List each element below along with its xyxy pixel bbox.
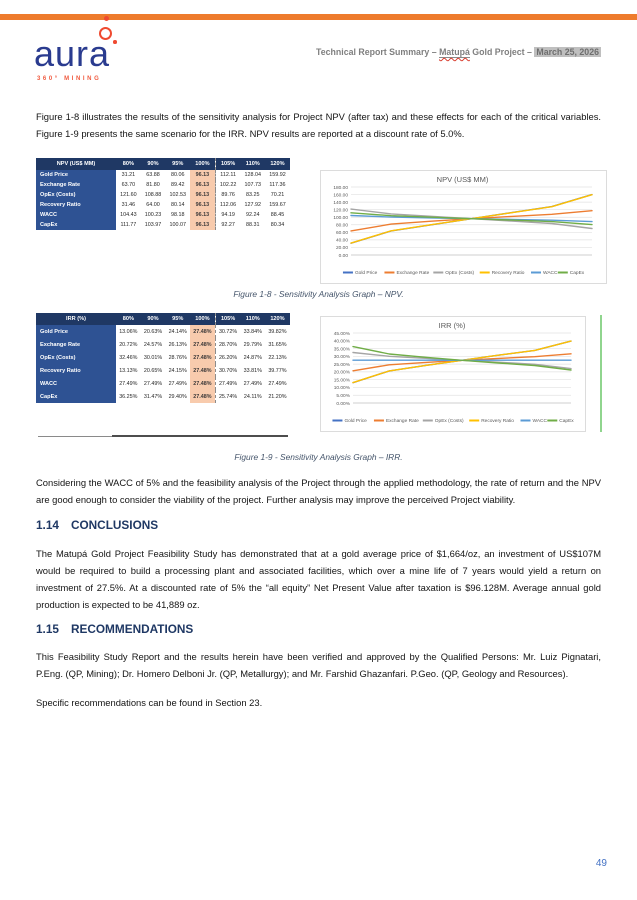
table-row xyxy=(36,390,290,403)
table-row xyxy=(36,200,290,210)
column-header: 90% xyxy=(141,158,166,170)
value-cell: 96.13 xyxy=(190,170,215,180)
table-row xyxy=(36,377,290,390)
y-axis-tick-label: 0.00 xyxy=(338,253,348,259)
value-cell: 100.23 xyxy=(141,210,166,220)
legend-label: Recovery Ratio xyxy=(481,419,514,424)
value-cell: 27.48% xyxy=(190,377,215,390)
wacc-paragraph: Considering the WACC of 5% and the feasibility analysis of the Project through the applied methodology, the rate of return and the NPV are good enough to consider the viability of the project. Further analysis may improve the perceived Project viability. xyxy=(36,477,601,505)
recommendations-paragraph-2: Specific recommendations can be found in Section 23. xyxy=(36,697,263,708)
header-title-project: Matupá xyxy=(439,47,470,57)
value-cell: 80.14 xyxy=(165,200,190,210)
value-cell: 64.00 xyxy=(141,200,166,210)
value-cell: 94.19 xyxy=(215,210,240,220)
y-axis-tick-label: 40.00% xyxy=(333,339,350,345)
table-row xyxy=(36,338,290,351)
value-cell: 29.40% xyxy=(165,390,190,403)
value-cell: 32.46% xyxy=(116,351,141,364)
value-cell: 92.27 xyxy=(215,220,240,230)
header-title-date: March 25, 2026 xyxy=(536,47,599,57)
table-header-row xyxy=(36,313,290,325)
legend-label: CapEx xyxy=(569,271,585,276)
column-header: 120% xyxy=(265,313,290,325)
value-cell: 117.36 xyxy=(265,180,290,190)
value-cell: 33.81% xyxy=(240,364,265,377)
value-cell: 20.65% xyxy=(141,364,166,377)
chart-title: NPV (US$ MM) xyxy=(436,175,489,184)
y-axis-tick-label: 35.00% xyxy=(333,347,350,353)
figure-1-8-caption: Figure 1-8 - Sensitivity Analysis Graph – NPV. xyxy=(233,289,404,299)
y-axis-tick-label: 40.00 xyxy=(335,238,348,244)
npv-chart-svg xyxy=(321,171,604,281)
value-cell: 27.49% xyxy=(116,377,141,390)
column-header: 100% xyxy=(190,158,215,170)
value-cell: 31.21 xyxy=(116,170,141,180)
legend-label: OpEx (Costs) xyxy=(445,271,475,276)
legend-label: Exchange Rate xyxy=(396,271,430,276)
aura-logo-ring-icon xyxy=(99,27,112,40)
column-header: 110% xyxy=(240,158,265,170)
value-cell: 22.13% xyxy=(265,351,290,364)
row-label-cell: WACC xyxy=(36,377,116,390)
column-header: 105% xyxy=(215,158,240,170)
y-axis-tick-label: 160.00 xyxy=(333,193,348,199)
y-axis-tick-label: 100.00 xyxy=(333,216,348,222)
series-line-recovery-ratio xyxy=(353,341,571,383)
legend-label: Gold Price xyxy=(344,419,367,424)
legend-label: Gold Price xyxy=(354,271,378,276)
y-axis-tick-label: 60.00 xyxy=(335,231,348,237)
value-cell: 26.20% xyxy=(215,351,240,364)
column-header: 90% xyxy=(141,313,166,325)
npv-sensitivity-table xyxy=(36,158,290,230)
recommendations-paragraph: This Feasibility Study Report and the results herein have been verified and approved by the Qualified Persons: Mr. Luiz Pignatari, P.Eng. (QP, Mining); Dr. Homero Delboni Jr. (QP, Metallurgy); and Mr. Farshid Ghazanfari. P.Geo. (QP, Geology and Resources). xyxy=(36,651,601,679)
value-cell: 26.13% xyxy=(165,338,190,351)
value-cell: 27.49% xyxy=(265,377,290,390)
column-header: 95% xyxy=(165,313,190,325)
y-axis-tick-label: 25.00% xyxy=(333,362,350,368)
legend-label: WACC xyxy=(532,419,547,424)
table-row xyxy=(36,180,290,190)
value-cell: 70.21 xyxy=(265,190,290,200)
table-title-cell: IRR (%) xyxy=(36,313,116,325)
legend-label: Recovery Ratio xyxy=(491,271,525,276)
header-accent-bar xyxy=(0,14,637,20)
row-label-cell: Gold Price xyxy=(36,325,116,338)
value-cell: 88.31 xyxy=(240,220,265,230)
value-cell: 63.88 xyxy=(141,170,166,180)
value-cell: 36.25% xyxy=(116,390,141,403)
value-cell: 159.92 xyxy=(265,170,290,180)
row-label-cell: CapEx xyxy=(36,220,116,230)
series-line-gold-price xyxy=(353,341,571,383)
row-label-cell: OpEx (Costs) xyxy=(36,351,116,364)
y-axis-tick-label: 140.00 xyxy=(333,200,348,206)
value-cell: 128.04 xyxy=(240,170,265,180)
y-axis-tick-label: 80.00 xyxy=(335,223,348,229)
value-cell: 31.47% xyxy=(141,390,166,403)
value-cell: 80.06 xyxy=(165,170,190,180)
value-cell: 27.49% xyxy=(141,377,166,390)
table-header-row xyxy=(36,158,290,170)
value-cell: 102.22 xyxy=(215,180,240,190)
value-cell: 20.63% xyxy=(141,325,166,338)
value-cell: 27.48% xyxy=(190,351,215,364)
value-cell: 25.74% xyxy=(215,390,240,403)
value-cell: 30.70% xyxy=(215,364,240,377)
value-cell: 27.48% xyxy=(190,364,215,377)
table-row xyxy=(36,351,290,364)
column-header: 120% xyxy=(265,158,290,170)
conclusions-paragraph: The Matupá Gold Project Feasibility Study has demonstrated that at a gold average price of $1,664/oz, an investment of US$107M would be required to build a processing plant and associated facilities, which over a mine life of 7 years would yield a return on investment of 27.5%. At a discounted rate of 5% the “all equity” Net Present Value after taxation is $96.128M. Average annual gold production is expected to be 41,889 oz. xyxy=(36,548,601,610)
table-bottom-border-right xyxy=(112,435,288,437)
figure-1-9-caption: Figure 1-9 - Sensitivity Analysis Graph – IRR. xyxy=(234,452,403,462)
row-label-cell: CapEx xyxy=(36,390,116,403)
value-cell: 127.92 xyxy=(240,200,265,210)
value-cell: 13.13% xyxy=(116,364,141,377)
conclusions-heading xyxy=(36,518,158,532)
value-cell: 96.13 xyxy=(190,190,215,200)
value-cell: 88.45 xyxy=(265,210,290,220)
y-axis-tick-label: 20.00 xyxy=(335,246,348,252)
value-cell: 27.48% xyxy=(190,338,215,351)
row-label-cell: Recovery Ratio xyxy=(36,364,116,377)
column-header: 105% xyxy=(215,313,240,325)
value-cell: 111.77 xyxy=(116,220,141,230)
revision-marker-line xyxy=(600,315,602,432)
value-cell: 112.11 xyxy=(215,170,240,180)
conclusions-heading-title: CONCLUSIONS xyxy=(70,518,159,532)
value-cell: 20.72% xyxy=(116,338,141,351)
row-label-cell: Exchange Rate xyxy=(36,338,116,351)
value-cell: 107.73 xyxy=(240,180,265,190)
aura-logo-dot-icon xyxy=(104,16,109,21)
page-number: 49 xyxy=(595,858,607,869)
y-axis-tick-label: 10.00% xyxy=(333,386,350,392)
value-cell: 21.20% xyxy=(265,390,290,403)
legend-label: Exchange Rate xyxy=(385,419,419,424)
y-axis-tick-label: 0.00% xyxy=(336,401,350,407)
value-cell: 13.06% xyxy=(116,325,141,338)
value-cell: 31.46 xyxy=(116,200,141,210)
table-title-cell: NPV (US$ MM) xyxy=(36,158,116,170)
value-cell: 81.80 xyxy=(141,180,166,190)
value-cell: 98.18 xyxy=(165,210,190,220)
value-cell: 24.15% xyxy=(165,364,190,377)
header-title-mid: Gold Project – xyxy=(469,47,535,57)
irr-sensitivity-chart xyxy=(320,316,586,432)
value-cell: 27.48% xyxy=(190,390,215,403)
value-cell: 63.70 xyxy=(116,180,141,190)
value-cell: 159.67 xyxy=(265,200,290,210)
irr-chart-svg xyxy=(321,317,583,429)
value-cell: 80.34 xyxy=(265,220,290,230)
value-cell: 28.70% xyxy=(215,338,240,351)
value-cell: 29.79% xyxy=(240,338,265,351)
value-cell: 39.82% xyxy=(265,325,290,338)
conclusions-heading-number: 1.14 xyxy=(36,518,59,532)
value-cell: 102.53 xyxy=(165,190,190,200)
recommendations-heading-title: RECOMMENDATIONS xyxy=(70,622,194,636)
value-cell: 31.65% xyxy=(265,338,290,351)
value-cell: 27.49% xyxy=(165,377,190,390)
value-cell: 30.72% xyxy=(215,325,240,338)
value-cell: 24.14% xyxy=(165,325,190,338)
y-axis-tick-label: 45.00% xyxy=(333,331,350,337)
row-label-cell: OpEx (Costs) xyxy=(36,190,116,200)
value-cell: 96.13 xyxy=(190,220,215,230)
table-row xyxy=(36,325,290,338)
value-cell: 27.49% xyxy=(215,377,240,390)
value-cell: 108.88 xyxy=(141,190,166,200)
y-axis-tick-label: 180.00 xyxy=(333,185,348,191)
value-cell: 27.48% xyxy=(190,325,215,338)
table-row xyxy=(36,220,290,230)
value-cell: 121.60 xyxy=(116,190,141,200)
legend-label: OpEx (Costs) xyxy=(434,419,464,424)
value-cell: 103.97 xyxy=(141,220,166,230)
row-label-cell: WACC xyxy=(36,210,116,220)
aura-logo: aura xyxy=(34,33,111,74)
column-header: 80% xyxy=(116,313,141,325)
value-cell: 33.84% xyxy=(240,325,265,338)
legend-label: WACC xyxy=(543,271,558,276)
column-header: 80% xyxy=(116,158,141,170)
value-cell: 39.77% xyxy=(265,364,290,377)
table-row xyxy=(36,210,290,220)
row-label-cell: Exchange Rate xyxy=(36,180,116,190)
row-label-cell: Recovery Ratio xyxy=(36,200,116,210)
recommendations-heading xyxy=(36,622,193,636)
y-axis-tick-label: 5.00% xyxy=(336,394,350,400)
y-axis-tick-label: 15.00% xyxy=(333,378,350,384)
npv-sensitivity-chart xyxy=(320,170,607,284)
table-row xyxy=(36,170,290,180)
y-axis-tick-label: 20.00% xyxy=(333,370,350,376)
column-header: 95% xyxy=(165,158,190,170)
chart-title: IRR (%) xyxy=(438,321,466,330)
table-row xyxy=(36,190,290,200)
header-title-prefix: Technical Report Summary – xyxy=(316,47,440,57)
legend-label: CapEx xyxy=(559,419,574,424)
value-cell: 28.76% xyxy=(165,351,190,364)
table-bottom-border-left xyxy=(38,436,112,437)
aura-logo-tagline: 360° MINING xyxy=(37,76,102,82)
column-header: 100% xyxy=(190,313,215,325)
value-cell: 24.57% xyxy=(141,338,166,351)
recommendations-heading-number: 1.15 xyxy=(36,622,59,636)
table-row xyxy=(36,364,290,377)
value-cell: 96.13 xyxy=(190,210,215,220)
value-cell: 83.25 xyxy=(240,190,265,200)
value-cell: 24.11% xyxy=(240,390,265,403)
intro-paragraph: Figure 1-8 illustrates the results of the sensitivity analysis for Project NPV (after tax) and these effects for each of the critical variables. Figure 1-9 presents the same scenario for the IRR. NPV results are reported at a discount rate of 5.0%. xyxy=(36,111,601,139)
y-axis-tick-label: 120.00 xyxy=(333,208,348,214)
column-header: 110% xyxy=(240,313,265,325)
value-cell: 96.13 xyxy=(190,180,215,190)
value-cell: 89.42 xyxy=(165,180,190,190)
row-label-cell: Gold Price xyxy=(36,170,116,180)
document-header-title xyxy=(316,47,601,57)
value-cell: 27.49% xyxy=(240,377,265,390)
value-cell: 112.06 xyxy=(215,200,240,210)
value-cell: 104.43 xyxy=(116,210,141,220)
y-axis-tick-label: 30.00% xyxy=(333,355,350,361)
aura-logo-small-dot-icon xyxy=(113,40,117,44)
value-cell: 24.87% xyxy=(240,351,265,364)
value-cell: 100.07 xyxy=(165,220,190,230)
value-cell: 96.13 xyxy=(190,200,215,210)
irr-sensitivity-table xyxy=(36,313,290,403)
value-cell: 92.24 xyxy=(240,210,265,220)
value-cell: 89.76 xyxy=(215,190,240,200)
value-cell: 30.01% xyxy=(141,351,166,364)
